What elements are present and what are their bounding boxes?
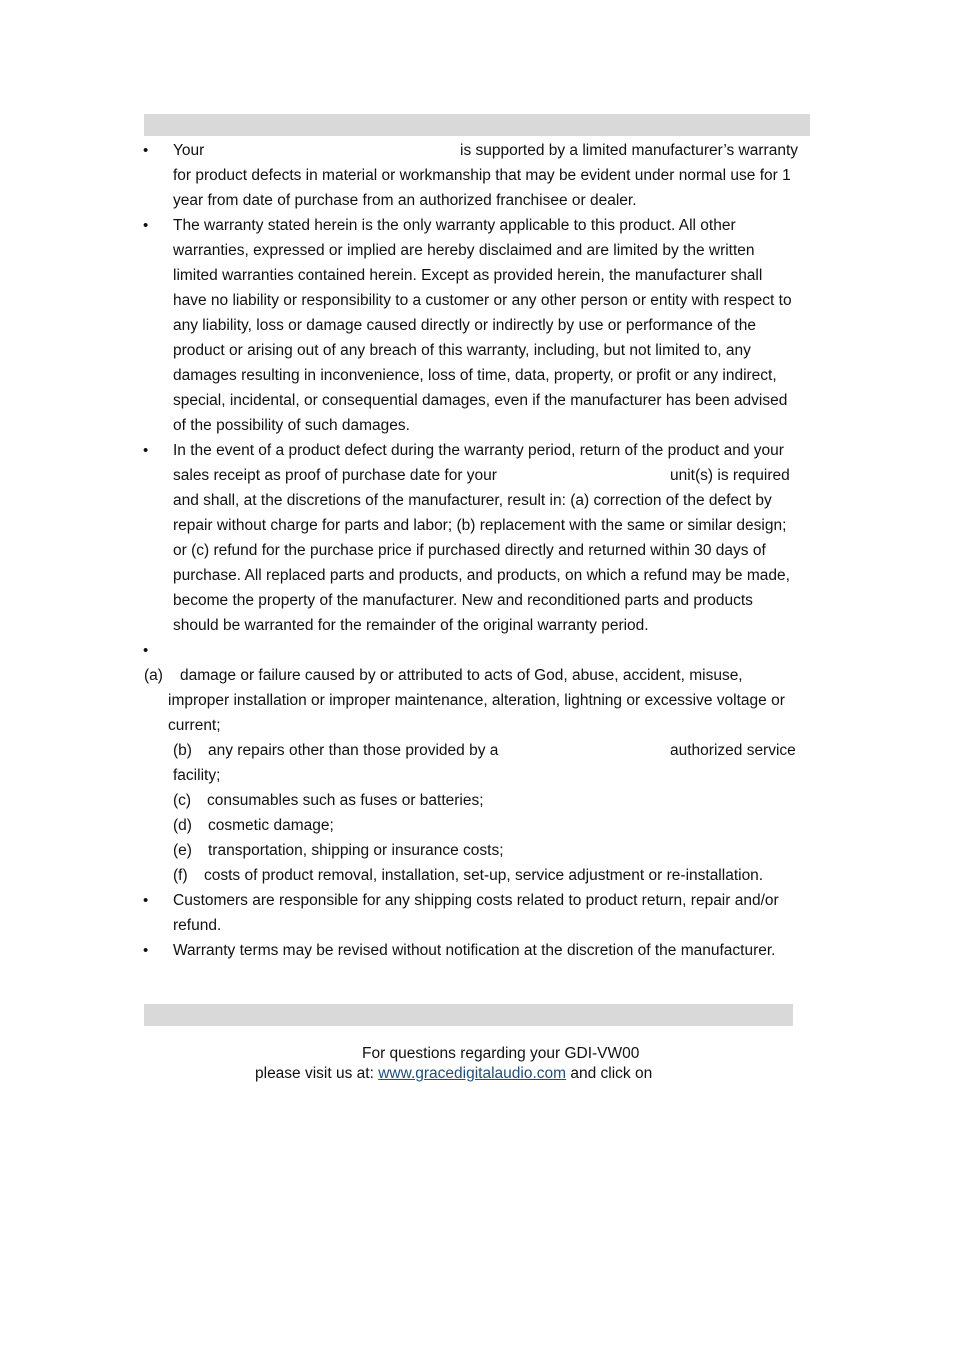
warranty-line	[173, 138, 204, 163]
exclusion-text: improper installation or improper maintenance, alteration, lightning or excessive voltage or	[168, 692, 785, 709]
exclusion-label: (a)	[144, 667, 163, 684]
section-header-bar	[144, 114, 810, 136]
warranty-line: or (c) refund for the purchase price if purchased directly and returned within 30 days of	[173, 542, 766, 559]
warranty-line: product or arising out of any breach of this warranty, including, but not limited to, any	[173, 342, 751, 359]
exclusion-label: (c)	[173, 792, 192, 809]
warranty-line: Warranty terms may be revised without notification at the discretion of the manufacturer.	[173, 942, 776, 959]
exclusion-text: transportation, shipping or insurance costs;	[208, 842, 504, 859]
text-segment: Your	[173, 142, 205, 159]
warranty-line: and shall, at the discretions of the manufacturer, result in: (a) correction of the defect by	[173, 492, 772, 509]
section-header-bar	[144, 1004, 793, 1026]
visit-text: please visit us at:	[255, 1065, 374, 1082]
bullet-glyph: •	[143, 642, 149, 659]
text-segment: is supported by a limited manufacturer’s warranty	[460, 142, 798, 159]
warranty-line: have no liability or responsibility to a customer or any other person or entity with respect to	[173, 292, 792, 309]
warranty-line: purchase. All replaced parts and products, and products, on which a refund may be made,	[173, 567, 790, 584]
warranty-line: refund.	[173, 917, 222, 934]
website-link[interactable]: www.gracedigitalaudio.com	[378, 1065, 567, 1082]
warranty-line: warranties, expressed or implied are hereby disclaimed and are limited by the written	[173, 242, 755, 259]
warranty-line: sales receipt as proof of purchase date for your	[173, 467, 497, 484]
bullet-glyph: •	[143, 892, 149, 909]
exclusion-label: (d)	[173, 817, 192, 834]
exclusion-label: (f)	[173, 867, 188, 884]
warranty-line: limited warranties contained herein. Except as provided herein, the manufacturer shall	[173, 267, 763, 284]
warranty-line: repair without charge for parts and labor; (b) replacement with the same or similar design;	[173, 517, 787, 534]
warranty-line: should be warranted for the remainder of the original warranty period.	[173, 617, 649, 634]
exclusion-text: cosmetic damage;	[208, 817, 334, 834]
exclusion-text: consumables such as fuses or batteries;	[207, 792, 484, 809]
warranty-line: The warranty stated herein is the only warranty applicable to this product. All other	[173, 217, 736, 234]
support-visit-line	[255, 1063, 652, 1085]
warranty-line	[460, 138, 798, 163]
exclusion-label: (e)	[173, 842, 192, 859]
warranty-line: any liability, loss or damage caused directly or indirectly by use or performance of the	[173, 317, 756, 334]
exclusion-label: (b)	[173, 742, 192, 759]
visit-text-end: and click on	[570, 1065, 653, 1082]
warranty-line: Customers are responsible for any shipping costs related to product return, repair and/or	[173, 892, 779, 909]
bullet-glyph: •	[143, 942, 149, 959]
exclusion-text: any repairs other than those provided by a	[208, 742, 499, 759]
bullet-glyph: •	[143, 442, 149, 459]
warranty-line: unit(s) is required	[670, 467, 790, 484]
exclusion-text: damage or failure caused by or attributed to acts of God, abuse, accident, misuse,	[180, 667, 743, 684]
warranty-line: year from date of purchase from an authorized franchisee or dealer.	[173, 192, 637, 209]
support-question-line: For questions regarding your GDI-VW00	[362, 1045, 640, 1062]
exclusion-text: current;	[168, 717, 221, 734]
warranty-line: In the event of a product defect during the warranty period, return of the product and your	[173, 442, 784, 459]
warranty-line: for product defects in material or workmanship that may be evident under normal use for 1	[173, 167, 791, 184]
exclusion-text: authorized service	[670, 742, 796, 759]
warranty-line: of the possibility of such damages.	[173, 417, 410, 434]
bullet-glyph: •	[143, 217, 149, 234]
warranty-line: become the property of the manufacturer. New and reconditioned parts and products	[173, 592, 753, 609]
warranty-line: special, incidental, or consequential damages, even if the manufacturer has been advised	[173, 392, 788, 409]
warranty-line: damages resulting in inconvenience, loss of time, data, property, or profit or any indirect,	[173, 367, 777, 384]
exclusion-text: costs of product removal, installation, set-up, service adjustment or re-installation.	[204, 867, 764, 884]
exclusion-text: facility;	[173, 767, 221, 784]
bullet-glyph: •	[143, 142, 149, 159]
